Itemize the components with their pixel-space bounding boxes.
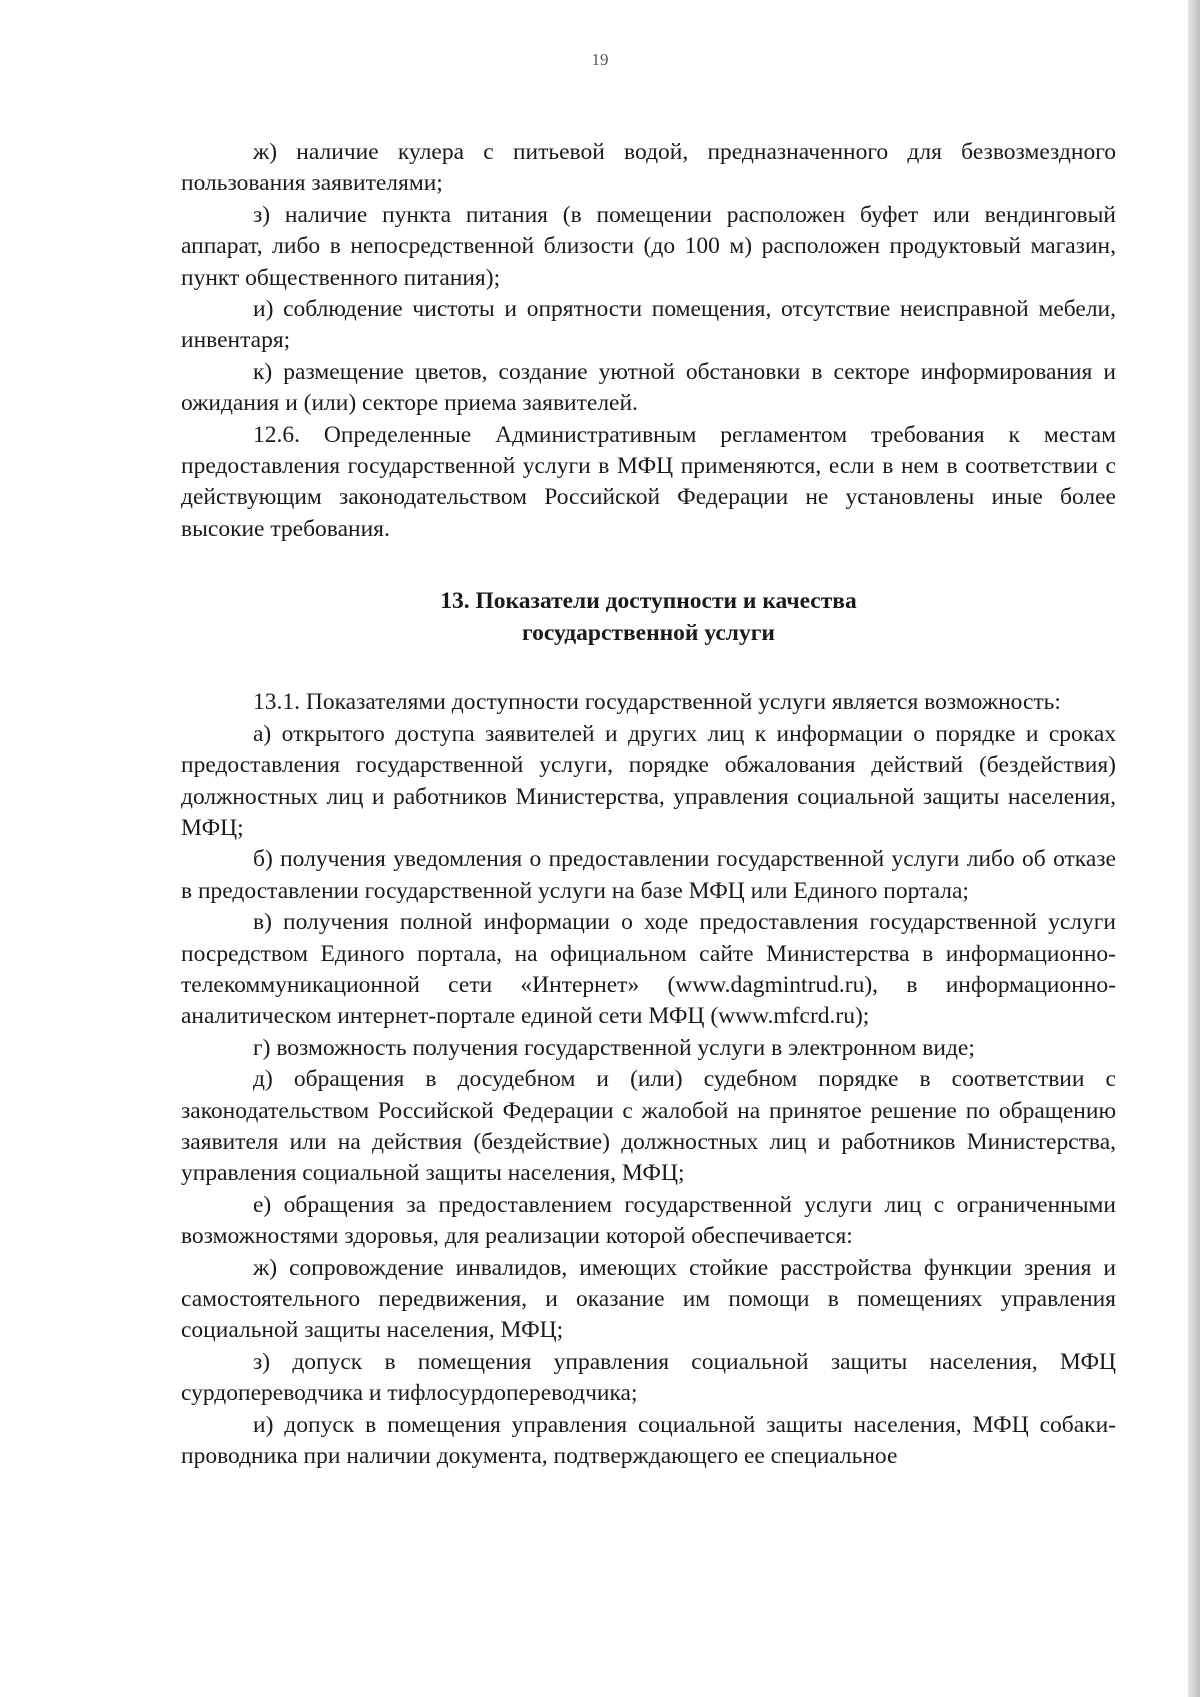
paragraph-d-appeal: д) обращения в досудебном и (или) судебном порядке в соответствии с законодательством Российской Федерации с жалобой на принятое решение по обращению заявителя или на действия (бездействие) должностных лиц и работников Министерства, управления социальной защиты населения, МФЦ; bbox=[181, 1066, 1116, 1187]
paragraph-12-6: 12.6. Определенные Административным регламентом требования к местам предоставления государственной услуги в МФЦ применяются, если в нем в соответствии с действующим законодательством Российской Федерации не установлены иные более высокие требования. bbox=[181, 421, 1116, 542]
scan-page-edge bbox=[1188, 0, 1200, 1697]
page-number: 19 bbox=[591, 50, 609, 69]
paragraph-k-flowers: к) размещение цветов, создание уютной обстановки в секторе информирования и ожидания и (или) секторе приема заявителей. bbox=[181, 358, 1116, 417]
paragraph-i-cleanliness: и) соблюдение чистоты и опрятности помещения, отсутствие неисправной мебели, инвентаря; bbox=[181, 296, 1116, 354]
paragraph-g-electronic: г) возможность получения государственной услуги в электронном виде; bbox=[253, 1034, 975, 1061]
paragraph-zh-cooler: ж) наличие кулера с питьевой водой, предназначенного для безвозмездного пользования заявителями; bbox=[181, 139, 1116, 197]
section-heading-line-2: государственной услуги bbox=[522, 620, 775, 647]
paragraph-v-full-information: в) получения полной информации о ходе предоставления государственной услуги посредством Единого портала, на официальном сайте Министерства в информационно-телекоммуникационной сети «Интернет» (www.dagmintrud.ru), в информационно-аналитическом интернет-портале единой сети МФЦ (www.mfcrd.ru); bbox=[181, 909, 1116, 1030]
section-heading-line-1: 13. Показатели доступности и качества bbox=[440, 588, 857, 615]
paragraph-z-food-point: з) наличие пункта питания (в помещении расположен буфет или вендинговый аппарат, либо в непосредственной близости (до 100 м) расположен продуктовый магазин, пункт общественного питания); bbox=[181, 201, 1116, 291]
paragraph-e-disabilities: е) обращения за предоставлением государственной услуги лиц с ограниченными возможностями здоровья, для реализации которой обеспечивается: bbox=[181, 1191, 1116, 1250]
paragraph-i-guide-dog: и) допуск в помещения управления социальной защиты населения, МФЦ собаки-проводника при наличии документа, подтверждающего ее специальное bbox=[181, 1411, 1116, 1470]
paragraph-13-1: 13.1. Показателями доступности государственной услуги является возможность: bbox=[253, 689, 1061, 716]
section-heading-13 bbox=[181, 585, 1116, 649]
document-body bbox=[181, 137, 1116, 1472]
paragraph-zh-escort: ж) сопровождение инвалидов, имеющих стойкие расстройства функции зрения и самостоятельного передвижения, и оказание им помощи в помещениях управления социальной защиты населения, МФЦ; bbox=[181, 1254, 1116, 1344]
paragraph-b-notification: б) получения уведомления о предоставлении государственной услуги либо об отказе в предоставлении государственной услуги на базе МФЦ или Единого портала; bbox=[181, 846, 1116, 904]
paragraph-a-open-access: а) открытого доступа заявителей и других лиц к информации о порядке и сроках предоставления государственной услуги, порядке обжалования действий (бездействия) должностных лиц и работников Министерства, управления социальной защиты населения, МФЦ; bbox=[181, 720, 1116, 841]
paragraph-z-interpreter: з) допуск в помещения управления социальной защиты населения, МФЦ сурдопереводчика и тифлосурдопереводчика; bbox=[181, 1348, 1116, 1407]
